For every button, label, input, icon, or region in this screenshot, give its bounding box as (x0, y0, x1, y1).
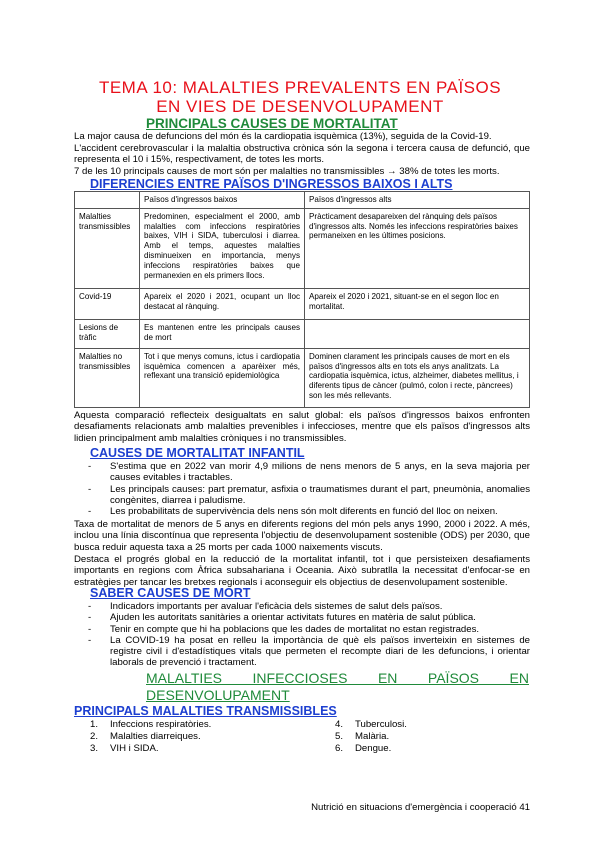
table-cell: Predominen, especialment el 2000, amb malalties com infeccions respiratòries baixes, VIH i SIDA, tuberculosi i diarrea. Amb el temps, aquestes malalties disminueixen en importancia, menys infeccions respiratòries baixes que permanexien en els primers llocs. (140, 208, 305, 288)
list-number: 1. (90, 719, 99, 730)
table-header-cell (75, 192, 140, 209)
list-text: VIH i SIDA. (110, 743, 159, 754)
paragraph: Destaca el progrés global en la reducció de la mortalitat infantil, tot i que persisteixen desafiaments importants en regions com Àfrica subsahariana i Oceania. Això subratlla la necessitat d'enfocar-se en estratègies per tancar les bretxes regionals i aconseguir els objectius de desenvolupament sostenible. (74, 554, 530, 588)
page-title-line2: EN VIES DE DESENVOLUPAMENT (156, 97, 444, 116)
paragraph: Taxa de mortalitat de menors de 5 anys en diferents regions del món pels anys 1990, 2000 i 2022. A més, inclou una línia discontínua que representa l'objectiu de desenvolupament sostenible (ODS) per 2030, que busca reduir aquesta taxa a 25 morts per cada 1000 naixements viscuts. (74, 519, 530, 553)
paragraph: La major causa de defuncions del món és la cardiopatia isquèmica (13%), seguida de la Covid-19. (74, 131, 492, 142)
table-cell: Tot i que menys comuns, ictus i cardiopatia isquèmica comencen a aparèixer més, reflexant una transició epidemiològica (140, 348, 305, 407)
list-item: - Indicadors importants per avaluar l'eficàcia dels sistemes de salut dels països. (86, 601, 530, 612)
table-row (75, 208, 530, 288)
list-item (335, 743, 391, 755)
table-header-cell: Països d'ingressos alts (305, 192, 530, 209)
section-heading-infectious-line1: MALALTIES INFECCIOSES EN PAÏSOS EN (146, 670, 529, 686)
list-item: - Ajuden les autoritats sanitàries a orientar activitats futures en matèria de salut pública. (86, 612, 530, 623)
list-item: - La COVID-19 ha posat en relleu la importància de què els països inverteixin en sistemes de registre civil i d'estadístiques vitals que permeten el recompte diari de les defuncions, i orientar laborals de prevenció i tractament. (86, 635, 530, 669)
page-footer: Nutrició en situacions d'emergència i cooperació 41 (311, 802, 530, 813)
list-item (335, 731, 389, 743)
table-cell: Covid-19 (75, 288, 140, 319)
table-cell (305, 319, 530, 348)
table-header-cell: Països d'ingressos baixos (140, 192, 305, 209)
list-text: Malària. (355, 731, 390, 742)
paragraph: Aquesta comparació reflecteix desigualtats en salut global: els països d'ingressos baixos enfronten desafiaments relacionats amb malalties prevenibles i infeccioses, mentre que els països d'ingressos alts lidien principalment amb malalties cròniques i no transmissibles. (74, 410, 530, 444)
list-text: Malalties diarreiques. (110, 731, 201, 742)
list-number: 5. (335, 731, 344, 742)
table-cell: Malalties transmissibles (75, 208, 140, 288)
table-cell: Apareix el 2020 i 2021, situant-se en el segon lloc en mortalitat. (305, 288, 530, 319)
table-cell: Apareix el 2020 i 2021, ocupant un lloc destacat al rànquing. (140, 288, 305, 319)
section-heading-mortality-causes: PRINCIPALS CAUSES DE MORTALITAT (146, 116, 398, 131)
list-text: Tuberculosi. (355, 719, 407, 730)
list-number: 6. (335, 743, 344, 754)
list-item (90, 731, 201, 743)
table-header-row (75, 192, 530, 209)
list-number: 2. (90, 731, 99, 742)
table-row (75, 288, 530, 319)
list-item (90, 743, 159, 755)
list-item (90, 719, 211, 731)
section-heading-death-causes: SABER CAUSES DE MORT (90, 586, 251, 600)
table-row (75, 348, 530, 407)
table-cell: Lesions de tràfic (75, 319, 140, 348)
list-item: - Les principals causes: part prematur, asfixia o traumatismes durant el part, pneumònia, anomalies congènites, diarrea i paludisme. (86, 484, 530, 507)
comparison-table (74, 191, 530, 408)
subheading-transmissible-diseases: PRINCIPALS MALALTIES TRANSMISSIBLES (74, 704, 337, 718)
table-cell: Dominen clarament les principals causes de mort en els països d'ingressos alts en tots els anys analitzats. La cardiopatia isquèmica, ictus, alzheimer, diabetes mellitus, i diferents tipus de càncer (pulmó, colon i recte, pàncrees) son les més rellevants. (305, 348, 530, 407)
list-item: - S'estima que en 2022 van morir 4,9 milions de nens menors de 5 anys, en la seva majoria per causes evitables i tractables. (86, 461, 530, 484)
table-cell: Es mantenen entre les principals causes de mort (140, 319, 305, 348)
list-number: 3. (90, 743, 99, 754)
list-item (335, 719, 407, 731)
table-cell: Malalties no transmissibles (75, 348, 140, 407)
list-text: Infeccions respiratòries. (110, 719, 212, 730)
child-mortality-list (86, 461, 530, 517)
section-heading-child-mortality: CAUSES DE MORTALITAT INFANTIL (90, 446, 305, 460)
list-item: - Tenir en compte que hi ha poblacions que les dades de mortalitat no estan registrades. (86, 624, 530, 635)
paragraph: L'accident cerebrovascular i la malaltia obstructiva crònica són la segona i tercera causa de defunció, que representa el 10 i 15%, respectivament, de totes les morts. (74, 143, 530, 166)
table-row (75, 319, 530, 348)
section-heading-income-differences: DIFERENCIES ENTRE PAÏSOS D'INGRESSOS BAIXOS I ALTS (90, 177, 453, 191)
list-number: 4. (335, 719, 344, 730)
list-item: - Les probabilitats de supervivència dels nens són molt diferents en funció del lloc on neixen. (86, 506, 530, 517)
table-cell: Pràcticament desapareixen del rànquing dels països d'ingressos alts. Només les infeccions respiratòries baixes permaneixen en les últimes posicions. (305, 208, 530, 288)
page-title-line1: TEMA 10: MALALTIES PREVALENTS EN PAÏSOS (98, 78, 502, 97)
death-causes-list (86, 601, 530, 669)
section-heading-infectious-line2: DESENVOLUPAMENT (146, 687, 290, 703)
paragraph: 7 de les 10 principals causes de mort són per malalties no transmissibles → 38% de totes les morts. (74, 166, 500, 177)
list-text: Dengue. (355, 743, 392, 754)
